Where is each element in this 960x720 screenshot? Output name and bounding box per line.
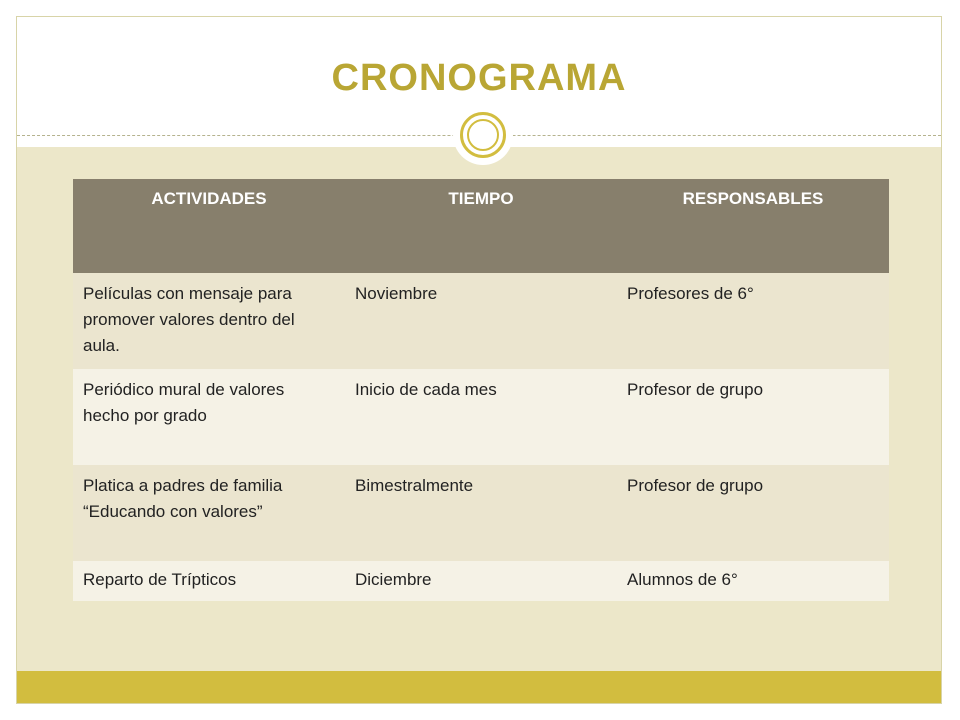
- cell-tiempo: Bimestralmente: [345, 465, 617, 561]
- cell-responsables: Profesor de grupo: [617, 465, 889, 561]
- schedule-table: [73, 179, 889, 601]
- cell-actividad: Reparto de Trípticos: [73, 561, 345, 601]
- circle-ornament-icon: [453, 105, 513, 165]
- table-row: [73, 465, 889, 561]
- table-row: [73, 369, 889, 465]
- table-row: [73, 561, 889, 601]
- cell-actividad: Películas con mensaje para promover valores dentro del aula.: [73, 273, 345, 369]
- cell-responsables: Alumnos de 6°: [617, 561, 889, 601]
- table-header-row: [73, 179, 889, 273]
- slide-frame: [16, 16, 942, 704]
- cell-responsables: Profesores de 6°: [617, 273, 889, 369]
- header-tiempo: TIEMPO: [345, 179, 617, 273]
- bottom-band: [17, 671, 941, 704]
- header-actividades: ACTIVIDADES: [73, 179, 345, 273]
- cell-tiempo: Noviembre: [345, 273, 617, 369]
- cell-actividad: Periódico mural de valores hecho por grado: [73, 369, 345, 465]
- cell-actividad: Platica a padres de familia “Educando con valores”: [73, 465, 345, 561]
- slide-title: CRONOGRAMA: [331, 57, 627, 99]
- table-row: [73, 273, 889, 369]
- cell-tiempo: Diciembre: [345, 561, 617, 601]
- cell-responsables: Profesor de grupo: [617, 369, 889, 465]
- header-responsables: RESPONSABLES: [617, 179, 889, 273]
- cell-tiempo: Inicio de cada mes: [345, 369, 617, 465]
